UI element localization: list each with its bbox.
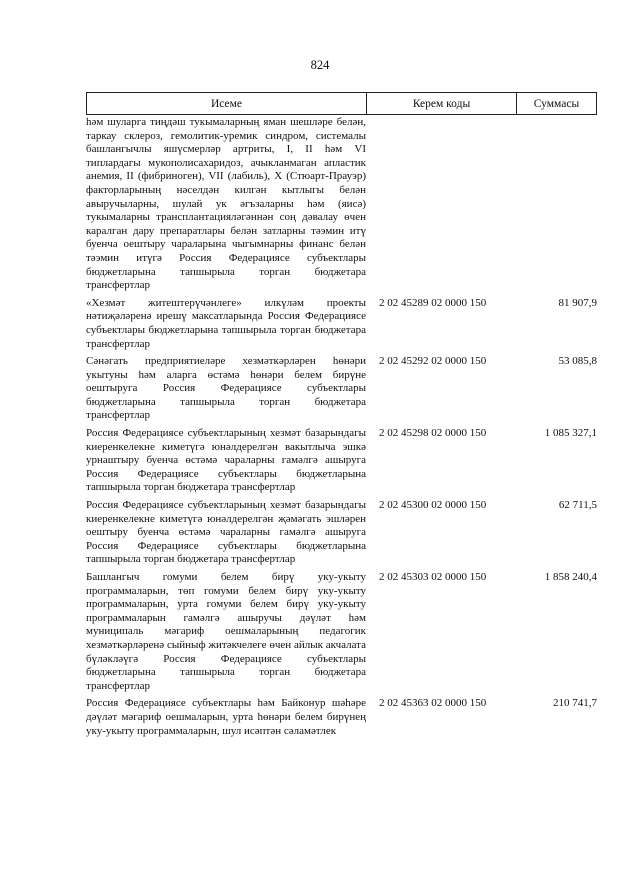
header-sum: Суммасы [533,97,580,110]
table-row [86,571,597,693]
row-name: һәм шуларга тиңдәш тукымаларның яман шешләре белән, таркау склероз, гемолитик-уремик синдром, системалы башлангычлы яшүсмерләр артриты, I, II һәм VI типлардагы мукополисахаридоз, ачыкланмаган апластик анемия, II (фибриноген), VII (лабиль), X (Стюарт-Прауэр) факторларының нәселдән килгән кытлыгы белән авыручыларны, шулай ук әгъзаларны һәм (яисә) тукымаларны трансплантацияләгәннән соң дәвалау өчен каралган дару препаратлары белән затларны тәэмин итү буенча оештыру чараларына чыгымнарны финанс белән тәэмин итүгә Россия Федерациясе субъектлары бюджетларына тапшырыла торган бюджетара трансфертлар [86,116,366,292]
table-header [86,92,597,115]
row-sum [516,116,597,293]
row-code: 2 02 45303 02 0000 150 [379,571,487,583]
row-sum: 81 907,9 [558,296,597,309]
header-code: Керем коды [367,93,517,114]
row-name: «Хезмәт житештерүчәнлеге» илкүләм проекты нәтиҗәләренә ирешү максатларында Россия Федерациясе субъектлары бюджетларына тапшырыла торган бюджетара трансфертлар [86,296,366,350]
row-name: Башлангыч гомуми белем бирү уку-укыту программаларын, төп гомуми белем бирү уку-укыту программаларын, урта гомуми белем бирү уку-укыту программаларын гамәлгә ашыручы дәүләт һәм муниципаль мәгариф оешмаларының педагогик хезмәткәрләренә сыйныф житәкчелеге өчен айлык акчалата бүләкләүгә Россия Федерациясе субъектлары бюджетларына тапшырыла торган бюджетара трансфертлар [86,571,366,692]
row-name: Россия Федерациясе субъектларының хезмәт базарындагы киеренкелекне киметүгә юнәлдерелгән вакытлыча эшкә урнаштыру буенча өстәмә чараларны гамәлгә ашыруга Россия Федерациясе субъектлары бюджетларына тапшырыла торган бюджетара трансфертлар [86,427,366,494]
table-row [86,427,597,495]
header-name: Исеме [87,93,367,114]
row-code: 2 02 45289 02 0000 150 [379,296,487,309]
page-number: 824 [310,58,330,72]
table-body [86,116,597,738]
row-sum: 1 858 240,4 [544,571,597,583]
row-sum: 210 741,7 [553,697,597,710]
row-code: 2 02 45300 02 0000 150 [379,499,487,512]
row-sum: 62 711,5 [558,499,597,512]
row-name: Россия Федерациясе субъектлары һәм Байконур шәһәре дәүләт мәгариф оешмаларын, урта һөнәри белем бирүнең уку-укыту программаларын, шул исәптән сәламәтлек [86,697,366,737]
row-code [366,116,516,293]
row-code: 2 02 45292 02 0000 150 [379,355,487,368]
row-name: Россия Федерациясе субъектларының хезмәт базарындагы киеренкелекне киметүгә юнәлдерелгән җәмәгать эшләрен оештыру буенча өстәмә чараларны гамәлгә ашыруга Россия Федерациясе субъектлары бюджетларына тапшырыла торган бюджетара трансфертлар [86,499,366,566]
row-name: Сәнәгать предприятиеләре хезмәткәрләрен һөнәри укытуны һәм аларга өстәмә һөнәри белем бирүне оештыруга Россия Федерациясе субъектлары бюджетларына тапшырыла торган бюджетара трансфертлар [86,355,366,422]
table-row [86,697,597,738]
table-row [86,116,597,293]
table-row [86,499,597,567]
row-code: 2 02 45363 02 0000 150 [379,697,487,710]
table-row [86,297,597,351]
row-sum: 53 085,8 [558,355,597,368]
budget-table [86,92,597,738]
table-row [86,355,597,423]
row-code: 2 02 45298 02 0000 150 [379,427,487,440]
row-sum: 1 085 327,1 [544,427,597,440]
